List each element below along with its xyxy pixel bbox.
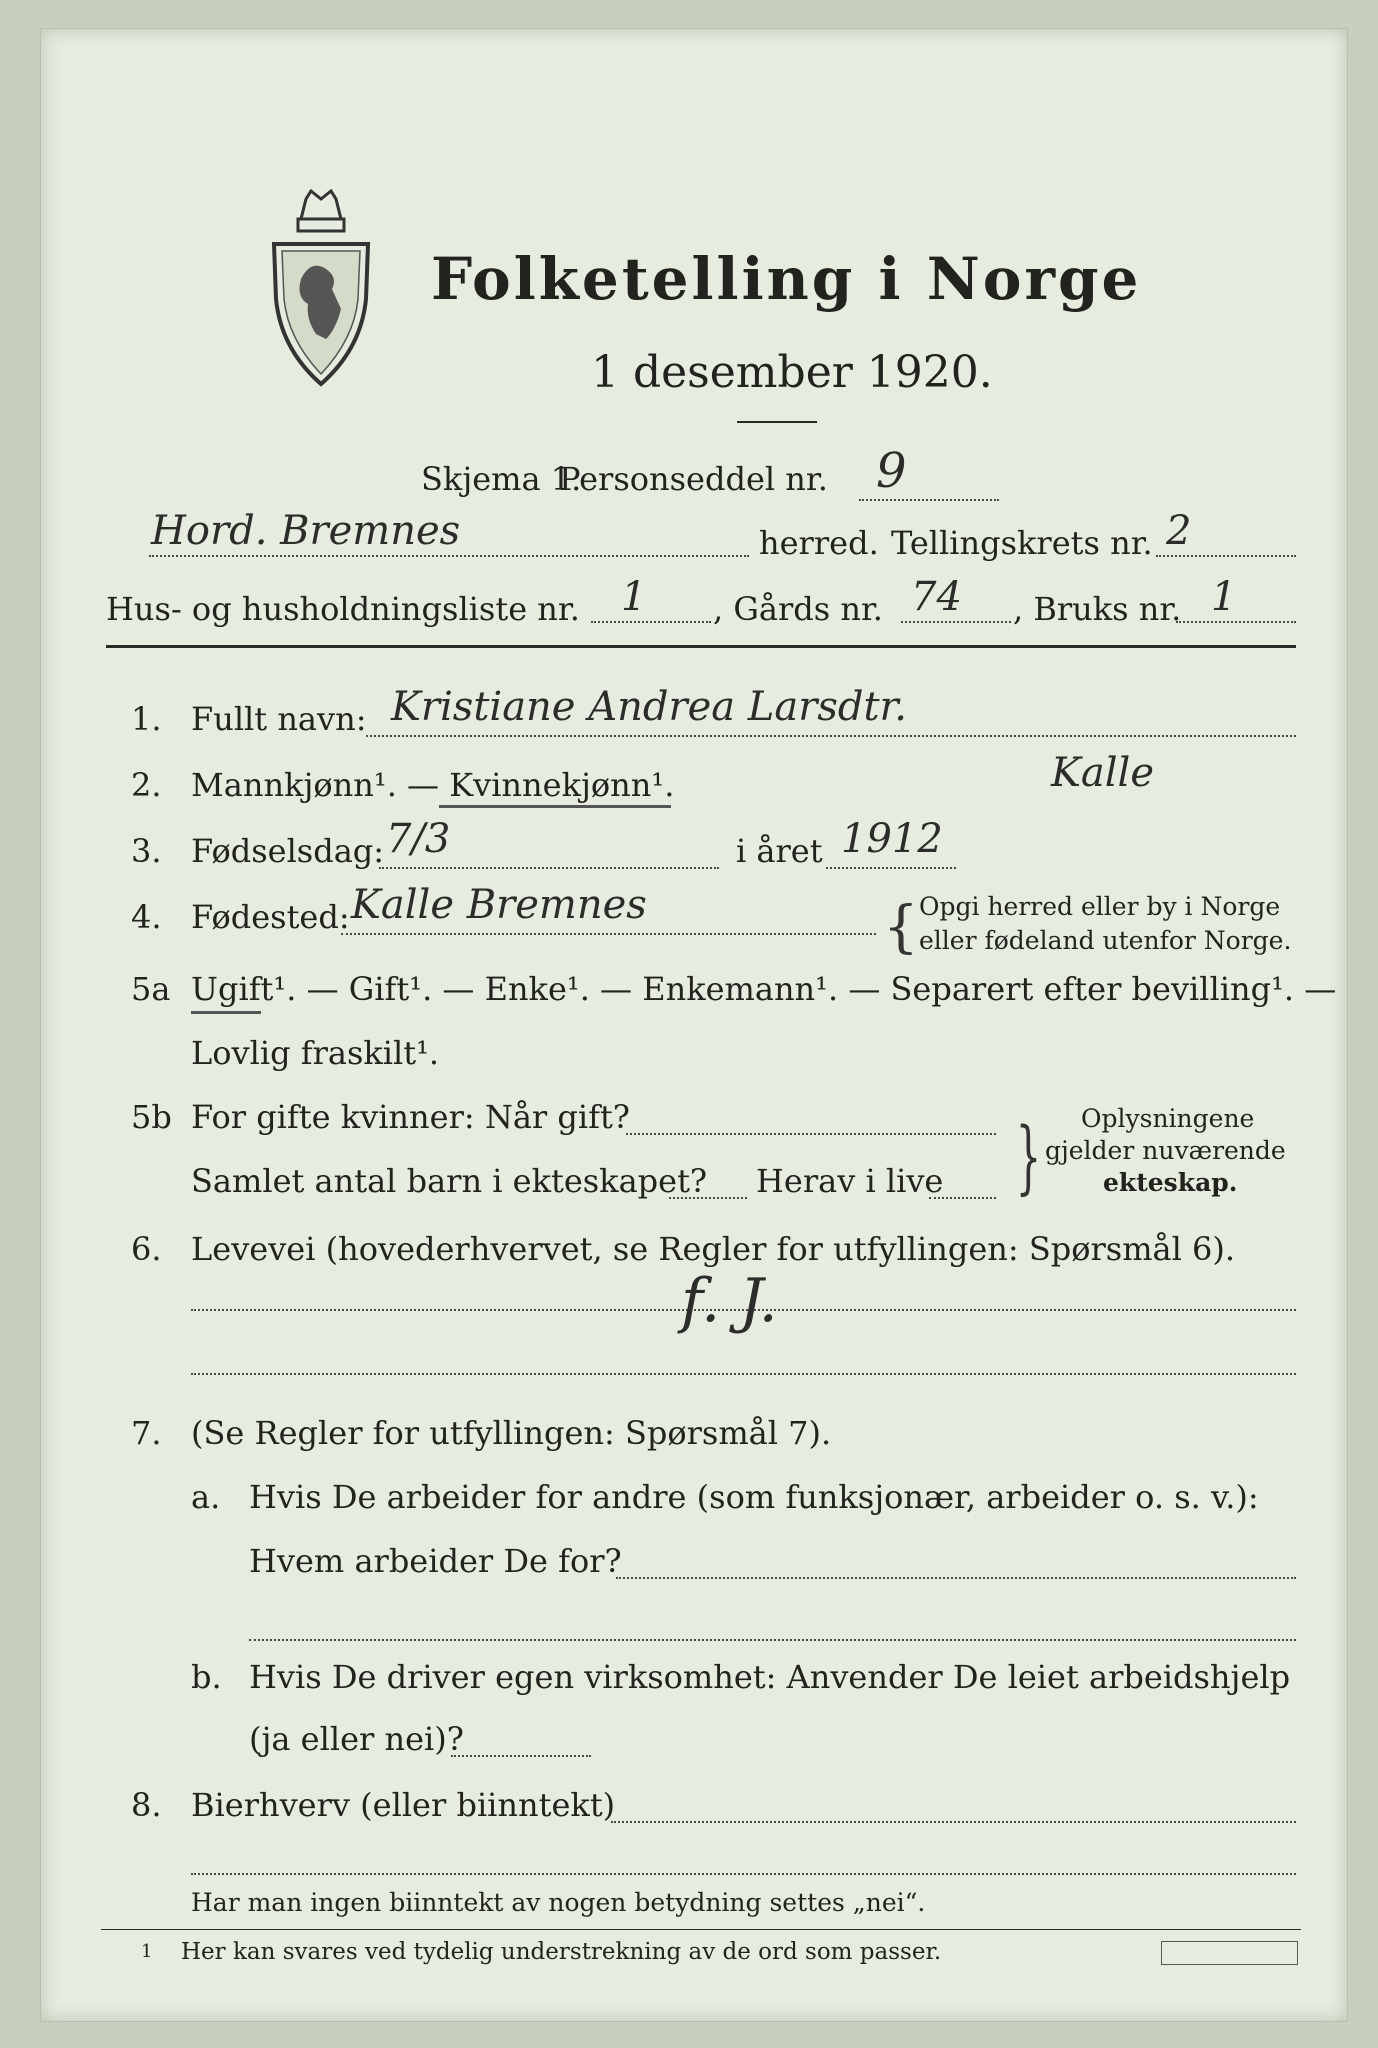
- form-title: Folketelling i Norge: [431, 245, 1142, 313]
- gards-value[interactable]: 74: [911, 574, 962, 620]
- q4-brace: {: [883, 895, 919, 960]
- q2-kvinne-underline: [439, 805, 671, 808]
- q7a-line-extra: [249, 1639, 1296, 1641]
- q5a-ugift-underline: [191, 1011, 261, 1014]
- q8-label: Bierhverv (eller biinntekt): [191, 1786, 616, 1824]
- herred-label: herred.: [759, 524, 879, 562]
- q1-label: Fullt navn:: [191, 700, 367, 738]
- printer-stamp: [1161, 1941, 1298, 1965]
- q4-value[interactable]: Kalle Bremnes: [351, 882, 647, 928]
- q5a-line-2: Lovlig fraskilt¹.: [191, 1034, 440, 1072]
- q3-year-label: i året: [736, 832, 823, 870]
- q5b-barn-line: [669, 1197, 747, 1199]
- q7-label: (Se Regler for utfyllingen: Spørsmål 7).: [191, 1414, 832, 1452]
- husliste-value[interactable]: 1: [621, 574, 647, 620]
- census-form-page: [40, 28, 1348, 2022]
- gards-label: , Gårds nr.: [713, 590, 883, 628]
- q3-year-line: [826, 867, 956, 869]
- q8-number: 8.: [131, 1786, 162, 1824]
- q7a-line-2: Hvem arbeider De for?: [249, 1542, 622, 1580]
- q7a-number: a.: [191, 1478, 221, 1516]
- q3-label: Fødselsdag:: [191, 832, 385, 870]
- herred-line: [149, 555, 749, 557]
- tellingskrets-label: Tellingskrets nr.: [891, 524, 1153, 562]
- footnote-number: 1: [141, 1941, 153, 1962]
- title-divider: [737, 421, 817, 423]
- q4-note-2: eller fødeland utenfor Norge.: [919, 926, 1292, 955]
- q5b-note-3: ekteskap.: [1103, 1168, 1238, 1197]
- q4-label: Fødested:: [191, 898, 350, 936]
- q7b-line-2: (ja eller nei)?: [249, 1720, 464, 1758]
- footer-note: Har man ingen biinntekt av nogen betydning settes „nei“.: [191, 1888, 926, 1917]
- header-separator: [106, 645, 1296, 648]
- q8-line-extra: [191, 1873, 1296, 1875]
- personseddel-label: Personseddel nr.: [559, 460, 828, 498]
- personseddel-line: [859, 499, 999, 501]
- gards-line: [901, 621, 1011, 623]
- census-date: 1 desember 1920.: [591, 347, 993, 398]
- herred-value[interactable]: Hord. Bremnes: [151, 508, 461, 554]
- q3-line: [379, 867, 719, 869]
- personseddel-value[interactable]: 9: [876, 443, 907, 499]
- tellingskrets-line: [1156, 555, 1296, 557]
- q6-label: Levevei (hovederhvervet, se Regler for utfyllingen: Spørsmål 6).: [191, 1230, 1236, 1268]
- q4-line: [341, 933, 876, 935]
- q2-label: Mannkjønn¹. — Kvinnekjønn¹.: [191, 766, 675, 804]
- q1-number: 1.: [131, 700, 162, 738]
- q6-line-2: [191, 1373, 1296, 1375]
- q7-number: 7.: [131, 1414, 162, 1452]
- bruks-value[interactable]: 1: [1211, 574, 1237, 620]
- q8-line: [611, 1821, 1296, 1823]
- tellingskrets-value[interactable]: 2: [1166, 508, 1192, 554]
- q7b-number: b.: [191, 1658, 222, 1696]
- q5b-number: 5b: [131, 1098, 172, 1136]
- q2-number: 2.: [131, 766, 162, 804]
- q3-number: 3.: [131, 832, 162, 870]
- skjema-label: Skjema 1.: [421, 460, 582, 498]
- q5b-gift-line: [626, 1133, 996, 1135]
- q7b-line: [451, 1755, 591, 1757]
- q3-value[interactable]: 7/3: [386, 816, 451, 862]
- q5b-brace: }: [1015, 1110, 1042, 1203]
- q3-year-value[interactable]: 1912: [841, 816, 943, 862]
- q5a-number: 5a: [131, 970, 171, 1008]
- bruks-label: , Bruks nr.: [1013, 590, 1182, 628]
- q6-value[interactable]: f. J.: [681, 1266, 778, 1336]
- q7b-line-1: Hvis De driver egen virksomhet: Anvender De leiet arbeidshjelp: [249, 1658, 1291, 1696]
- q4-number: 4.: [131, 898, 162, 936]
- q7a-line: [616, 1577, 1296, 1579]
- husliste-line: [591, 621, 711, 623]
- norwegian-coat-of-arms-icon: [266, 189, 376, 389]
- q5b-note-2: gjelder nuværende: [1045, 1136, 1286, 1165]
- footnote-text: Her kan svares ved tydelig understrekning av de ord som passer.: [181, 1939, 942, 1965]
- q7a-line-1: Hvis De arbeider for andre (som funksjonær, arbeider o. s. v.):: [249, 1478, 1259, 1516]
- q5b-note-1: Oplysningene: [1081, 1104, 1255, 1133]
- q1-line: [366, 735, 1296, 737]
- q6-number: 6.: [131, 1230, 162, 1268]
- bruks-line: [1176, 621, 1296, 623]
- footnote-separator: [101, 1929, 1301, 1930]
- q5b-line-1: For gifte kvinner: Når gift?: [191, 1098, 630, 1136]
- q5b-live-line: [929, 1197, 996, 1199]
- q5a-line-1: Ugift¹. — Gift¹. — Enke¹. — Enkemann¹. — Separert efter bevilling¹. —: [191, 970, 1337, 1008]
- q5b-line-2: Samlet antal barn i ekteskapet?: [191, 1162, 708, 1200]
- husliste-label: Hus- og husholdningsliste nr.: [106, 590, 580, 628]
- q5b-live-label: Herav i live: [756, 1162, 944, 1200]
- q1-extra-value[interactable]: Kalle: [1051, 750, 1154, 796]
- q4-note-1: Opgi herred eller by i Norge: [919, 892, 1281, 921]
- q1-value[interactable]: Kristiane Andrea Larsdtr.: [391, 684, 907, 730]
